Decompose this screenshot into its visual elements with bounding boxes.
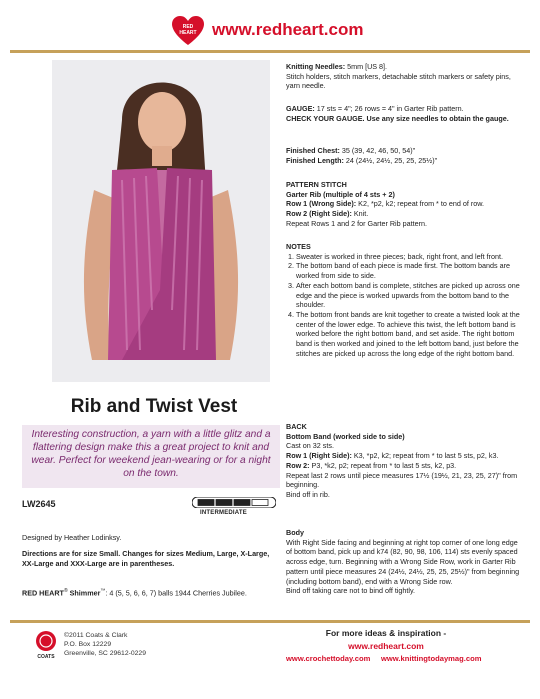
copyright: ©2011 Coats & Clark [64,632,128,639]
needles-value: 5mm [US 8]. [345,62,388,71]
needles-label: Knitting Needles: [286,62,346,71]
repeat-text: Repeat Rows 1 and 2 for Garter Rib pattern. [286,218,428,228]
chest-value: 35 (39, 42, 46, 50, 54)" [339,146,416,155]
bottom-band-heading: Bottom Band (worked side to side) [286,431,405,441]
city-address: Greenville, SC 29612-0229 [64,649,146,657]
back-heading: BACK [286,422,307,431]
footer-links [286,654,522,663]
trademark: ™ [100,588,106,594]
skill-level-icon [192,497,276,508]
code-and-skill-row [22,497,280,517]
designer-credit: Designed by Heather Lodinksy. [22,533,122,542]
garter-rib-heading: Garter Rib (multiple of 4 sts + 2) [286,189,395,199]
chest-label: Finished Chest: [286,146,340,155]
length-label: Finished Length: [286,155,344,165]
pattern-stitch-block [286,180,522,229]
row1-label: Row 1 (Wrong Side): [286,199,357,209]
size-directions: Directions are for size Small. Changes for sizes Medium, Large, X-Large, XX-Large and XXX-Large are in parentheses. [22,549,270,569]
notions: Stitch holders, stitch markers, detachable stitch markers or safety pins, yarn needle. [286,71,511,91]
note-item: 3. After each bottom band is complete, stitches are picked up across one edge and the piece is worked upwards from the bottom band to the shoulder. [296,281,522,310]
back-row1-value: K3, *p2, k2; repeat from * to last 5 sts, p2, k3. [351,451,499,461]
logo-text-bottom: HEART [179,30,197,36]
skill-segment [198,500,214,506]
footer-link-crochettoday[interactable]: www.crochettoday.com [286,654,371,663]
yarn-brand: RED HEART [22,588,64,598]
model-photo [52,60,270,382]
body-text: With Right Side facing and beginning at right top corner of one long edge of bottom band, pick up and k74 (82, 90, 98, 106, 114) sts evenly spaced across edge, turn. Beginning with a Wrong Side Row, work in Garter Rib pattern until piece measures 24 (24½, 24½, 25, 25, 25½)" from beginning (including bottom band), end with a Wrong Side row. [286,537,520,586]
page-header [0,0,540,56]
finished-size-block [286,146,522,165]
row2-label: Row 2 (Right Side): [286,209,352,219]
footer-link-redheart[interactable]: www.redheart.com [348,641,424,651]
pattern-stitch-heading: PATTERN STITCH [286,180,347,189]
gauge-check: CHECK YOUR GAUGE. Use any size needles to obtain the gauge. [286,113,509,123]
pattern-code: LW2645 [22,499,56,509]
notes-list [286,252,522,359]
gauge-value: 17 sts = 4"; 26 rows = 4" in Garter Rib pattern. [314,104,464,113]
footer-link-knittingtoday[interactable]: www.knittingtodaymag.com [380,654,482,663]
notes-heading: NOTES [286,242,311,251]
yarn-amount: : 4 (5, 5, 6, 6, 7) balls 1944 Cherries Jubilee. [105,588,247,598]
notes-block [286,242,522,359]
skill-segment [252,500,268,506]
back-row1-label: Row 1 (Right Side): [286,451,352,461]
po-box: P.O. Box 12229 [64,640,112,648]
skill-level-label: INTERMEDIATE [200,510,247,516]
note-item: 4. The bottom front bands are knit together to create a twisted look at the center of the lower edge. To achieve this twist, the left bottom band is worked before the right bottom band, and set aside. The right bottom band is then worked and joined to the left bottom band, just before the stitches are picked up across the long edge of the right bottom band. [296,310,522,359]
yarn-requirements [22,588,280,598]
divider [10,620,530,623]
back-row2-value: P3, *k2, p2; repeat from * to last 5 sts, k2, p3. [309,460,457,470]
gauge-label: GAUGE: [286,104,315,113]
site-url[interactable]: www.redheart.com [212,20,364,39]
yarn-name: Shimmer [67,588,101,598]
skill-segment [234,500,250,506]
body-heading: Body [286,528,304,537]
skill-segment [216,500,232,506]
registered-mark: ® [63,588,68,594]
cast-on: Cast on 32 sts. [286,441,334,451]
logo-text-top: RED [182,24,194,30]
note-item: 1. Sweater is worked in three pieces; back, right front, and left front. [296,252,522,262]
note-item: 2. The bottom band of each piece is made first. The bottom bands are worked from side to side. [296,261,522,280]
back-repeat: Repeat last 2 rows until piece measures 17½ (19½, 21, 23, 25, 27)" from beginning. [286,470,518,490]
copyright-block [64,632,146,658]
gauge-block [286,104,522,123]
back-row2-label: Row 2: [286,460,310,470]
row2-value: Knit. [351,209,369,219]
divider [10,50,530,53]
back-block [286,422,522,500]
needles-block [286,62,522,91]
bind-off: Bind off in rib. [286,490,330,500]
woman-wearing-pink-vest-photo-icon [52,60,270,382]
coats-logo-icon [34,630,58,660]
more-ideas-text: For more ideas & inspiration - [325,628,447,638]
body-block [286,528,522,596]
coats-text: COATS [37,654,55,660]
row1-value: K2, *p2, k2; repeat from * to end of row. [356,199,485,209]
length-value: 24 (24½, 24½, 25, 25, 25½)" [343,155,438,165]
red-heart-logo-icon [172,16,204,46]
body-bind-off: Bind off taking care not to bind off tightly. [286,586,416,596]
pattern-title: Rib and Twist Vest [70,396,238,417]
pattern-description: Interesting construction, a yarn with a little glitz and a flattering design make this a great project to knit and wear. Perfect for weekend jean-wearing or for a night on the town. [22,425,280,488]
